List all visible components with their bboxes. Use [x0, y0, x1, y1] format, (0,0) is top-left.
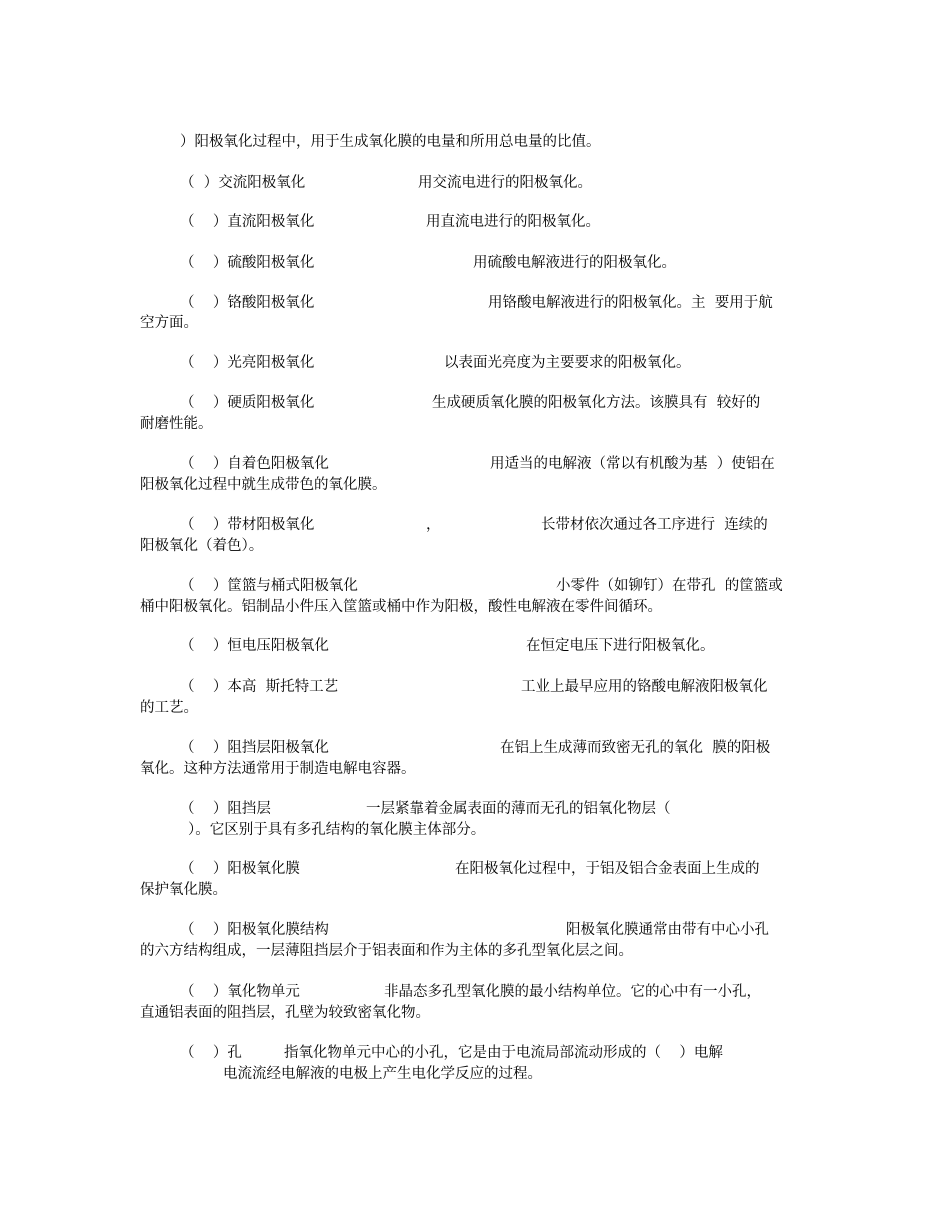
entry-9-term: （ ）筐篮与桶式阳极氧化 — [180, 578, 358, 594]
entry-3-term: （ ）硫酸阳极氧化 — [180, 255, 315, 271]
entry-1-term: （ ）交流阳极氧化 — [180, 175, 306, 191]
entry-10-definition: 在恒定电压下进行阳极氧化。 — [526, 638, 715, 654]
entry-17-definition: 指氧化物单元中心的小孔，它是由于电流局部流动形成的（ ）电解 — [284, 1045, 723, 1061]
entry-7-definition: 用适当的电解液（常以有机酸为基 ）使铝在 — [490, 456, 775, 472]
entry-16-continuation: 直通铝表面的阻挡层，孔壁为较致密氧化物。 — [140, 1005, 430, 1021]
entry-9-continuation: 桶中阳极氧化。铝制品小件压入筐篮或桶中作为阳极，酸性电解液在零件间循环。 — [140, 599, 662, 615]
entry-14-definition: 在阳极氧化过程中，于铝及铝合金表面上生成的 — [455, 861, 760, 877]
entry-12-definition: 在铝上生成薄而致密无孔的氧化 膜的阳极 — [500, 740, 771, 756]
entry-10-term: （ ）恒电压阳极氧化 — [180, 638, 329, 654]
entry-14-term: （ ）阳极氧化膜 — [180, 861, 300, 877]
entry-12-term: （ ）阻挡层阳极氧化 — [180, 740, 329, 756]
entry-2-definition: 用直流电进行的阳极氧化。 — [426, 214, 600, 230]
entry-17-term: （ ）孔 — [180, 1045, 242, 1061]
entry-8-definition: 长带材依次通过各工序进行 连续的 — [541, 517, 768, 533]
entry-6-definition: 生成硬质氧化膜的阳极氧化方法。该膜具有 较好的 — [432, 395, 761, 411]
entry-0-line-1: ）阳极氧化过程中，用于生成氧化膜的电量和所用总电量的比值。 — [180, 134, 601, 150]
entry-4-term: （ ）铬酸阳极氧化 — [180, 295, 315, 311]
entry-3-definition: 用硫酸电解液进行的阳极氧化。 — [473, 255, 676, 271]
entry-8-comma: ， — [426, 517, 441, 533]
entry-14-continuation: 保护氧化膜。 — [140, 882, 227, 898]
entry-9-definition: 小零件（如铆钉）在带孔 的筐篮或 — [556, 578, 783, 594]
entry-6-continuation: 耐磨性能。 — [140, 416, 213, 432]
entry-8-term: （ ）带材阳极氧化 — [180, 517, 315, 533]
entry-15-continuation: 的六方结构组成，一层薄阻挡层介于铝表面和作为主体的多孔型氧化层之间。 — [140, 943, 633, 959]
entry-6-term: （ ）硬质阳极氧化 — [180, 395, 315, 411]
entry-7-term: （ ）自着色阳极氧化 — [180, 456, 329, 472]
entry-15-term: （ ）阳极氧化膜结构 — [180, 922, 329, 938]
entry-11-definition: 工业上最早应用的铬酸电解液阳极氧化 — [521, 679, 768, 695]
entry-12-continuation: 氧化。这种方法通常用于制造电解电容器。 — [140, 761, 416, 777]
entry-17-continuation: 电流流经电解液的电极上产生电化学反应的过程。 — [223, 1066, 542, 1082]
entry-5-definition: 以表面光亮度为主要要求的阳极氧化。 — [444, 355, 691, 371]
entry-11-continuation: 的工艺。 — [140, 700, 198, 716]
entry-1-definition: 用交流电进行的阳极氧化。 — [418, 175, 592, 191]
entry-5-term: （ ）光亮阳极氧化 — [180, 355, 315, 371]
entry-16-definition: 非晶态多孔型氧化膜的最小结构单位。它的心中有一小孔， — [384, 984, 761, 1000]
entry-13-continuation: ）。它区别于具有多孔结构的氧化膜主体部分。 — [188, 822, 486, 838]
entry-8-continuation: 阳极氧化（着色）。 — [140, 538, 264, 554]
entry-4-continuation: 空方面。 — [140, 315, 198, 331]
entry-16-term: （ ）氧化物单元 — [180, 984, 300, 1000]
entry-11-term: （ ）本高 斯托特工艺 — [180, 679, 339, 695]
entry-7-continuation: 阳极氧化过程中就生成带色的氧化膜。 — [140, 477, 387, 493]
entry-4-definition: 用铬酸电解液进行的阳极氧化。主 要用于航 — [488, 295, 773, 311]
entry-13-term: （ ）阻挡层 — [180, 801, 271, 817]
entry-2-term: （ ）直流阳极氧化 — [180, 214, 315, 230]
entry-13-definition: 一层紧靠着金属表面的薄而无孔的铝氧化物层（ — [366, 801, 671, 817]
entry-15-definition: 阳极氧化膜通常由带有中心小孔 — [566, 922, 769, 938]
